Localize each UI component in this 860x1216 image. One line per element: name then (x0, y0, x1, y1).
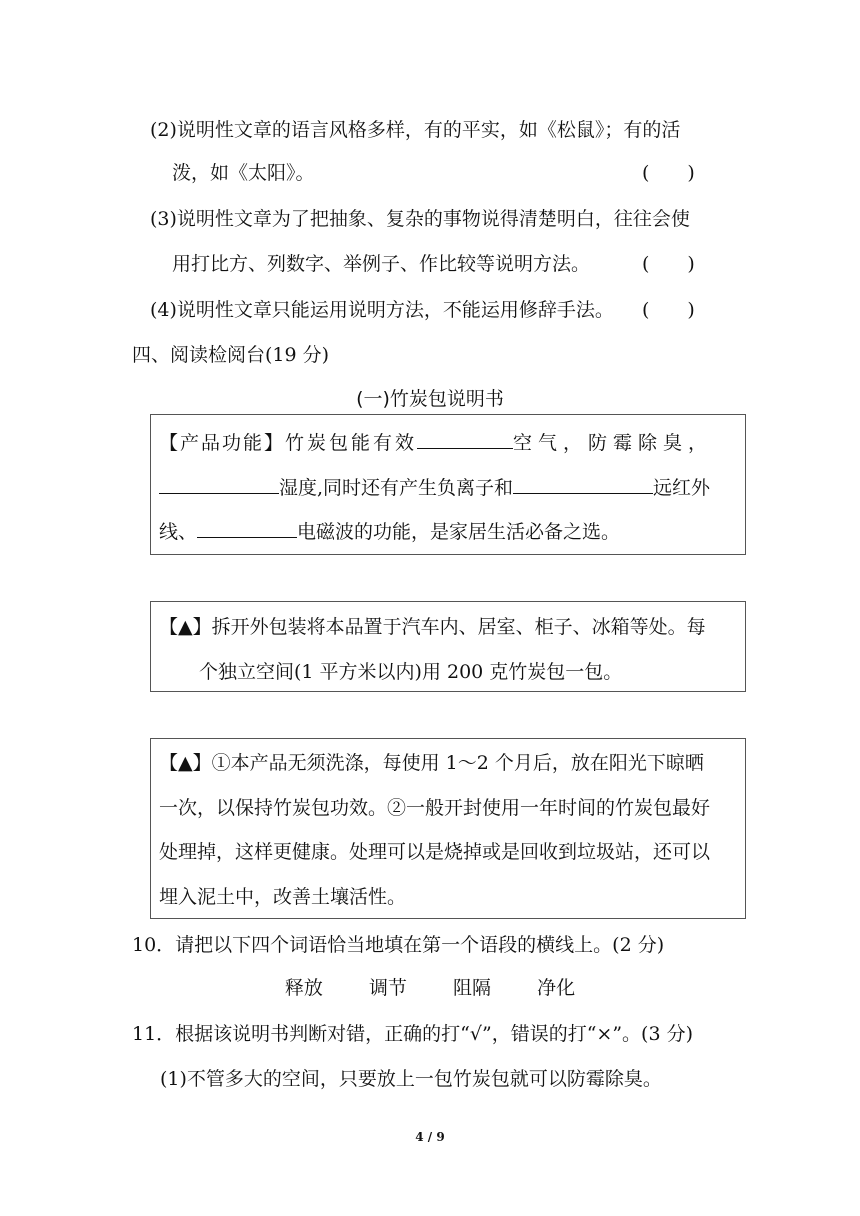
box3-line4: 埋入泥土中，改善土壤活性。 (159, 886, 407, 908)
box1-l1-a: 竹炭包能有效 (285, 432, 418, 454)
usage-box (150, 601, 746, 692)
box1-l1-b: 空气，防霉除臭， (513, 432, 714, 454)
box2-line2: 个独立空间(1 平方米以内)用 200 克竹炭包一包。 (199, 661, 623, 683)
page-number: 4 / 9 (415, 1130, 445, 1144)
question-11: 11．根据该说明书判断对错，正确的打“√”，错误的打“×”。(3 分) (132, 1023, 694, 1045)
blank-1[interactable] (417, 430, 513, 449)
word-2: 调节 (368, 977, 407, 999)
word-4: 净化 (537, 977, 576, 999)
question-11-item-1: (1)不管多大的空间，只要放上一包竹炭包就可以防霉除臭。 (160, 1068, 662, 1090)
item-4-line1: (4)说明性文章只能运用说明方法，不能运用修辞手法。 (150, 299, 614, 321)
box3-line2: 一次，以保持竹炭包功效。②一般开封使用一年时间的竹炭包最好 (159, 797, 711, 819)
blank-3[interactable] (513, 475, 653, 494)
box2-line1: 【▲】拆开外包装将本品置于汽车内、居室、柜子、冰箱等处。每 (159, 616, 706, 638)
answer-paren-2[interactable]: ( ) (642, 162, 695, 184)
word-1: 释放 (284, 977, 323, 999)
box3-line1: 【▲】①本产品无须洗涤，每使用 1～2 个月后，放在阳光下晾晒 (159, 752, 704, 774)
answer-paren-4[interactable]: ( ) (642, 299, 695, 321)
box1-l2-a: 湿度,同时还有产生负离子和 (279, 477, 514, 499)
maintenance-box (150, 738, 746, 919)
reading-title: (一)竹炭包说明书 (356, 388, 504, 410)
box3-line3: 处理掉，这样更健康。处理可以是烧掉或是回收到垃圾站，还可以 (159, 841, 711, 863)
item-2-line2: 泼，如《太阳》。 (172, 162, 315, 184)
box1-line2 (159, 475, 710, 501)
answer-paren-3[interactable]: ( ) (642, 253, 695, 275)
word-3: 阻隔 (453, 977, 492, 999)
box1-l3-b: 电磁波的功能，是家居生活必备之选。 (297, 521, 621, 543)
box1-line3 (159, 519, 620, 545)
box1-l2-b: 远红外 (653, 477, 711, 499)
word-bank (0, 975, 860, 1001)
item-3-line2: 用打比方、列数字、举例子、作比较等说明方法。 (172, 253, 591, 275)
product-function-box (150, 414, 746, 555)
box1-label: 【产品功能】 (159, 432, 286, 454)
box1-line1 (159, 430, 713, 456)
section-heading: 四、阅读检阅台(19 分) (132, 344, 330, 366)
blank-4[interactable] (197, 519, 297, 538)
item-2-line1: (2)说明性文章的语言风格多样，有的平实，如《松鼠》；有的活 (150, 119, 681, 141)
blank-2[interactable] (159, 475, 279, 494)
item-3-line1: (3)说明性文章为了把抽象、复杂的事物说得清楚明白，往往会使 (150, 208, 690, 230)
box1-l3-a: 线、 (159, 521, 198, 543)
question-10: 10．请把以下四个词语恰当地填在第一个语段的横线上。(2 分) (132, 934, 665, 956)
